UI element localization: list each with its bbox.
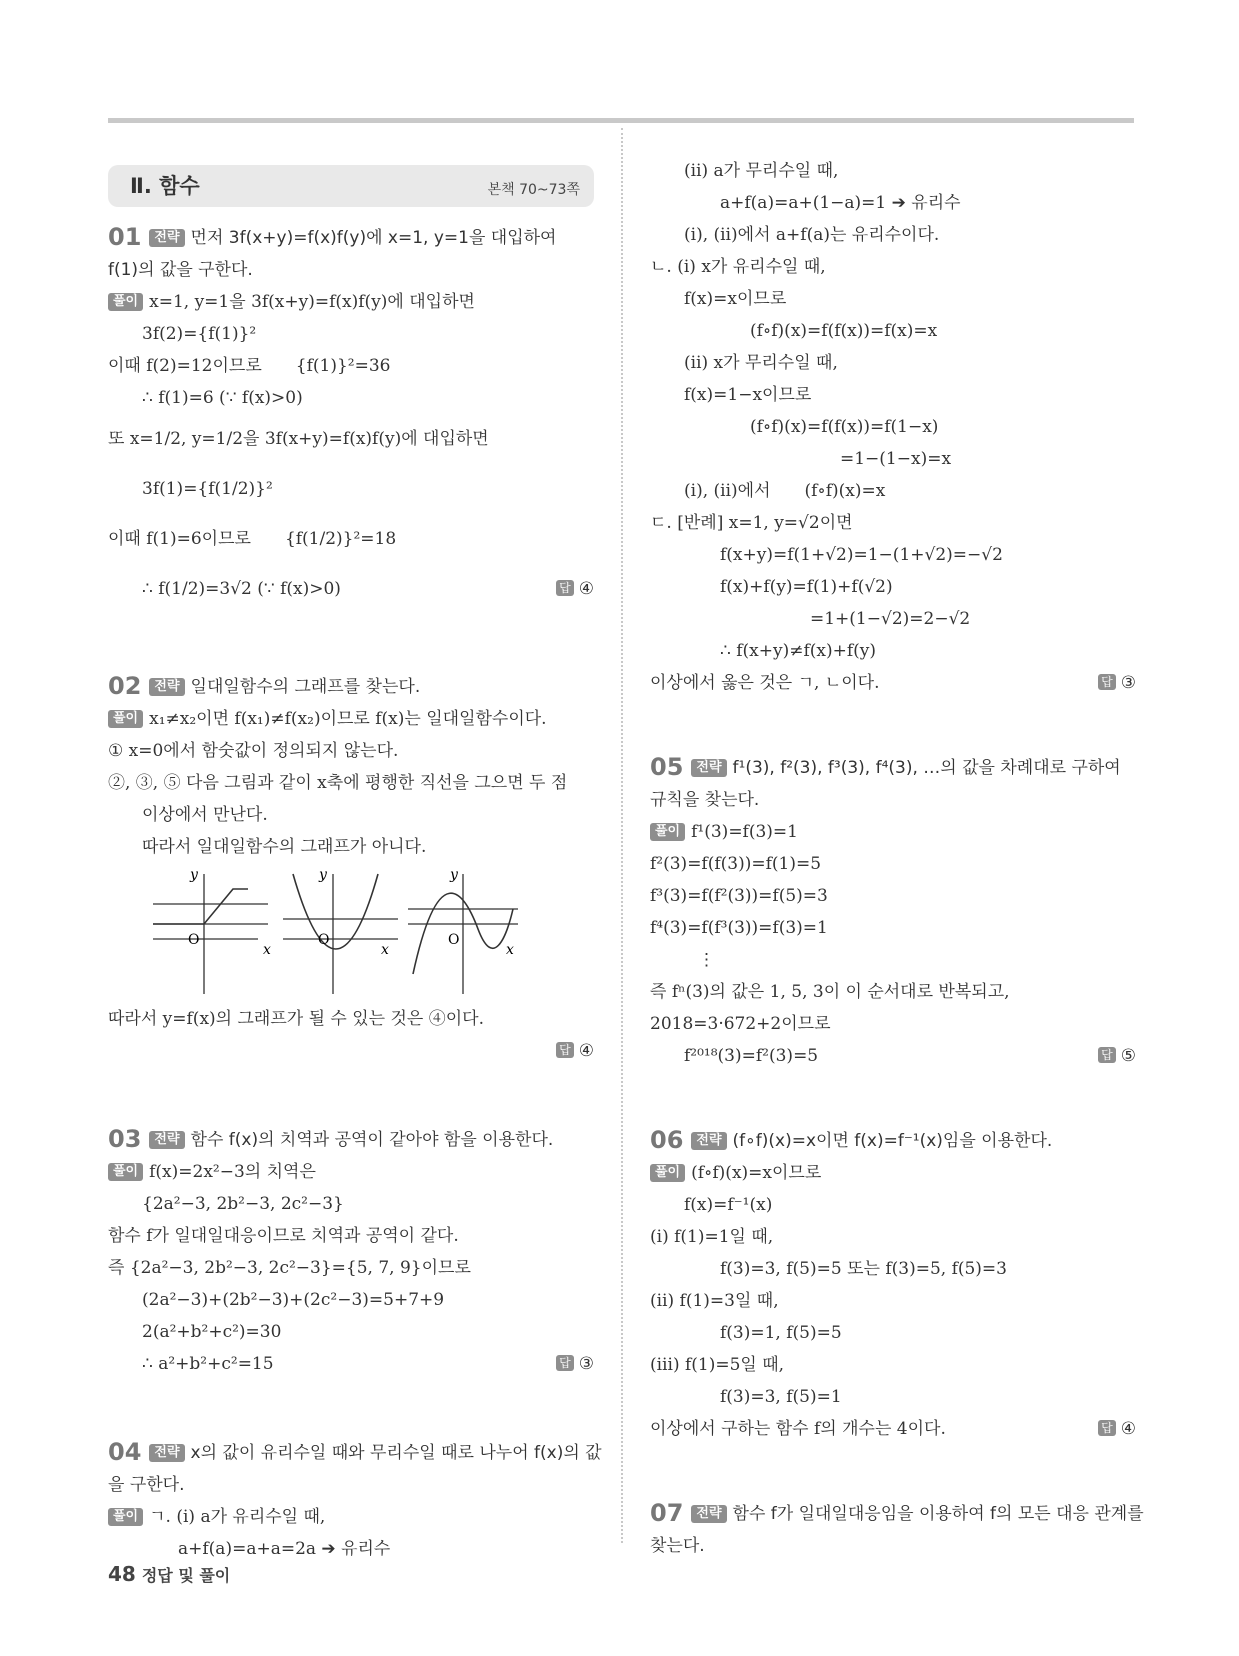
- answer-value: ④: [1120, 1419, 1136, 1439]
- solution-tag: 풀이: [108, 1508, 143, 1526]
- answer-value: ④: [578, 579, 594, 599]
- problem-05: [650, 751, 1136, 1072]
- solution-line: (ⅲ) f(1)=5일 때,: [650, 1355, 785, 1375]
- graph-figures-svg: [108, 869, 594, 999]
- section-reference: 본책 70~73쪽: [487, 182, 580, 198]
- answer-value: ④: [578, 1041, 594, 1061]
- problem-03: [108, 1123, 594, 1380]
- solution-line: ⋮: [698, 950, 715, 970]
- solution-tag: 풀이: [108, 1163, 143, 1181]
- strategy-text: 함수 f가 일대일대응임을 이용하여 f의 모든 대응 관계를: [732, 1504, 1144, 1524]
- answer: [108, 1035, 594, 1067]
- solution-tag: 풀이: [108, 710, 143, 728]
- answer-tag: 답: [1098, 1047, 1116, 1063]
- left-column: [108, 165, 602, 1565]
- strategy-text: f(1)의 값을 구한다.: [108, 260, 253, 280]
- solution-line: f(3)=3, f(5)=5 또는 f(3)=5, f(5)=3: [720, 1259, 1007, 1279]
- solution-tag: 풀이: [650, 1164, 685, 1182]
- x-axis-label: x: [381, 942, 389, 958]
- strategy-text: 먼저 3f(x+y)=f(x)f(y)에 x=1, y=1을 대입하여: [190, 228, 557, 248]
- solution-line: 이상에서 옳은 것은 ㄱ, ㄴ이다.: [650, 673, 880, 693]
- solution-line: ㄴ. (ⅰ) x가 유리수일 때,: [650, 257, 826, 277]
- solution-line: (f∘f)(x)=f(f(x))=f(1−x): [750, 417, 939, 437]
- answer-tag: 답: [1098, 1420, 1116, 1436]
- solution-line: 2(a²+b²+c²)=30: [142, 1322, 282, 1342]
- solution-line: 따라서 y=f(x)의 그래프가 될 수 있는 것은 ④이다.: [108, 1009, 484, 1029]
- page-number: 48: [108, 1562, 136, 1586]
- strategy-text: 규칙을 찾는다.: [650, 790, 760, 810]
- strategy-tag: 전략: [149, 1131, 184, 1149]
- footer-label: 정답 및 풀이: [141, 1566, 231, 1585]
- strategy-tag: 전략: [149, 229, 184, 247]
- solution-line: ㄷ. [반례] x=1, y=√2이면: [650, 513, 853, 533]
- solution-line: f(x)+f(y)=f(1)+f(√2): [720, 577, 893, 597]
- strategy-tag: 전략: [149, 1444, 184, 1462]
- top-rule: [108, 118, 1134, 123]
- solution-line: (ⅱ) x가 무리수일 때,: [684, 353, 838, 373]
- x-axis-label: x: [263, 942, 271, 958]
- problem-number: 06: [650, 1126, 684, 1154]
- section-title: Ⅱ. 함수: [130, 174, 200, 198]
- solution-line: a+f(a)=a+a=2a ➔ 유리수: [178, 1539, 391, 1559]
- solution-line: ㄱ. (ⅰ) a가 유리수일 때,: [149, 1507, 326, 1527]
- solution-line: f(3)=3, f(5)=1: [720, 1387, 842, 1407]
- solution-line: x=1, y=1을 3f(x+y)=f(x)f(y)에 대입하면: [149, 292, 475, 312]
- answer-tag: 답: [1098, 674, 1116, 690]
- strategy-text: f¹(3), f²(3), f³(3), f⁴(3), …의 값을 차례대로 구하여: [732, 758, 1121, 778]
- page-footer: [108, 1562, 230, 1586]
- problem-number: 04: [108, 1438, 142, 1466]
- section-header: [108, 165, 594, 207]
- solution-line: (ⅰ), (ⅱ)에서 (f∘f)(x)=x: [684, 481, 886, 501]
- solution-line: 즉 fⁿ(3)의 값은 1, 5, 3이 이 순서대로 반복되고,: [650, 982, 1010, 1002]
- solution-line: (2a²−3)+(2b²−3)+(2c²−3)=5+7+9: [142, 1290, 445, 1310]
- solution-line: 이상에서 구하는 함수 f의 개수는 4이다.: [650, 1419, 946, 1439]
- solution-line: f²⁰¹⁸(3)=f²(3)=5: [684, 1046, 819, 1066]
- origin-label: O: [188, 932, 200, 948]
- solution-tag: 풀이: [650, 823, 685, 841]
- solution-line: f³(3)=f(f²(3))=f(5)=3: [650, 886, 828, 906]
- strategy-text: x의 값이 유리수일 때와 무리수일 때로 나누어 f(x)의 값: [190, 1443, 602, 1463]
- solution-line: ∴ a²+b²+c²=15: [142, 1354, 274, 1374]
- problem-number: 07: [650, 1499, 684, 1527]
- solution-line: f²(3)=f(f(3))=f(1)=5: [650, 854, 822, 874]
- solution-line: ∴ f(1)=6 (∵ f(x)>0): [142, 388, 303, 408]
- strategy-text: 을 구한다.: [108, 1475, 185, 1495]
- solution-line: 즉 {2a²−3, 2b²−3, 2c²−3}={5, 7, 9}이므로: [108, 1258, 471, 1278]
- problem-07: [650, 1497, 1144, 1562]
- column-divider: [621, 128, 623, 1543]
- graph-1: [153, 874, 268, 994]
- answer-tag: 답: [556, 1355, 574, 1371]
- solution-line: =1−(1−x)=x: [840, 449, 952, 469]
- answer: [556, 564, 594, 614]
- answer-value: ⑤: [1120, 1046, 1136, 1066]
- solution-line: (ⅰ) f(1)=1일 때,: [650, 1227, 774, 1247]
- solution-line: f(x)=f⁻¹(x): [684, 1195, 773, 1215]
- problem-02: [108, 670, 594, 1067]
- y-axis-label: y: [319, 869, 327, 883]
- solution-line: a+f(a)=a+(1−a)=1 ➔ 유리수: [720, 193, 961, 213]
- strategy-text: 함수 f(x)의 치역과 공역이 같아야 함을 이용한다.: [190, 1130, 554, 1150]
- graph-3: [408, 874, 518, 994]
- problem-number: 02: [108, 672, 142, 700]
- problem-number: 01: [108, 223, 142, 251]
- strategy-tag: 전략: [691, 759, 726, 777]
- solution-line: {2a²−3, 2b²−3, 2c²−3}: [142, 1194, 344, 1214]
- answer-tag: 답: [556, 580, 574, 596]
- solution-line: 따라서 일대일함수의 그래프가 아니다.: [142, 837, 427, 857]
- y-axis-label: y: [190, 869, 198, 883]
- x-axis-label: x: [506, 942, 514, 958]
- origin-label: O: [318, 932, 330, 948]
- solution-line: 3f(2)={f(1)}²: [142, 324, 257, 344]
- solution-line: 2018=3·672+2이므로: [650, 1014, 831, 1034]
- solution-line: (ⅱ) a가 무리수일 때,: [684, 161, 839, 181]
- solution-line: f(x)=x이므로: [684, 289, 787, 309]
- solution-line: (f∘f)(x)=x이므로: [691, 1163, 822, 1183]
- solution-line: (ⅰ), (ⅱ)에서 a+f(a)는 유리수이다.: [684, 225, 940, 245]
- solution-line: f¹(3)=f(3)=1: [691, 822, 798, 842]
- answer-value: ③: [578, 1354, 594, 1374]
- solution-line: =1+(1−√2)=2−√2: [810, 609, 971, 629]
- problem-06: [650, 1124, 1136, 1445]
- strategy-tag: 전략: [691, 1505, 726, 1523]
- strategy-text: 일대일함수의 그래프를 찾는다.: [190, 677, 421, 697]
- y-axis-label: y: [450, 869, 458, 883]
- answer: [1098, 1413, 1136, 1445]
- solution-line: ∴ f(x+y)≠f(x)+f(y): [720, 641, 877, 661]
- answer-tag: 답: [556, 1042, 574, 1058]
- solution-line: f⁴(3)=f(f³(3))=f(3)=1: [650, 918, 828, 938]
- strategy-text: 찾는다.: [650, 1536, 705, 1556]
- right-column: [650, 155, 1144, 1562]
- strategy-tag: 전략: [691, 1132, 726, 1150]
- solution-line: 또 x=1/2, y=1/2을 3f(x+y)=f(x)f(y)에 대입하면: [108, 429, 489, 449]
- solution-line: 이때 f(2)=12이므로 {f(1)}²=36: [108, 356, 391, 376]
- answer: [1098, 1040, 1136, 1072]
- solution-line: f(x)=2x²−3의 치역은: [149, 1162, 316, 1182]
- graph-figures: [108, 869, 594, 999]
- solution-line: (f∘f)(x)=f(f(x))=f(x)=x: [750, 321, 938, 341]
- solution-line: x₁≠x₂이면 f(x₁)≠f(x₂)이므로 f(x)는 일대일함수이다.: [149, 709, 547, 729]
- solution-line: ②, ③, ⑤ 다음 그림과 같이 x축에 평행한 직선을 그으면 두 점: [108, 773, 568, 793]
- answer: [1098, 667, 1136, 699]
- solution-line: ∴ f(1/2)=3√2 (∵ f(x)>0): [142, 579, 341, 599]
- graph-2: [283, 874, 398, 994]
- strategy-text: (f∘f)(x)=x이면 f(x)=f⁻¹(x)임을 이용한다.: [732, 1131, 1053, 1151]
- origin-label: O: [448, 932, 460, 948]
- answer: [556, 1348, 594, 1380]
- strategy-tag: 전략: [149, 678, 184, 696]
- problem-01: [108, 221, 594, 614]
- solution-line: f(3)=1, f(5)=5: [720, 1323, 842, 1343]
- problem-number: 05: [650, 753, 684, 781]
- solution-line: 3f(1)={f(1/2)}²: [142, 479, 273, 499]
- problem-04: [108, 1436, 602, 1565]
- solution-line: f(x)=1−x이므로: [684, 385, 812, 405]
- solution-line: 함수 f가 일대일대응이므로 치역과 공역이 같다.: [108, 1226, 459, 1246]
- solution-line: (ⅱ) f(1)=3일 때,: [650, 1291, 779, 1311]
- problem-number: 03: [108, 1125, 142, 1153]
- solution-line: 이때 f(1)=6이므로 {f(1/2)}²=18: [108, 529, 397, 549]
- solution-line: 이상에서 만난다.: [142, 805, 268, 825]
- answer-value: ③: [1120, 673, 1136, 693]
- solution-line: f(x+y)=f(1+√2)=1−(1+√2)=−√2: [720, 545, 1003, 565]
- solution-tag: 풀이: [108, 293, 143, 311]
- solution-line: ① x=0에서 함숫값이 정의되지 않는다.: [108, 741, 399, 761]
